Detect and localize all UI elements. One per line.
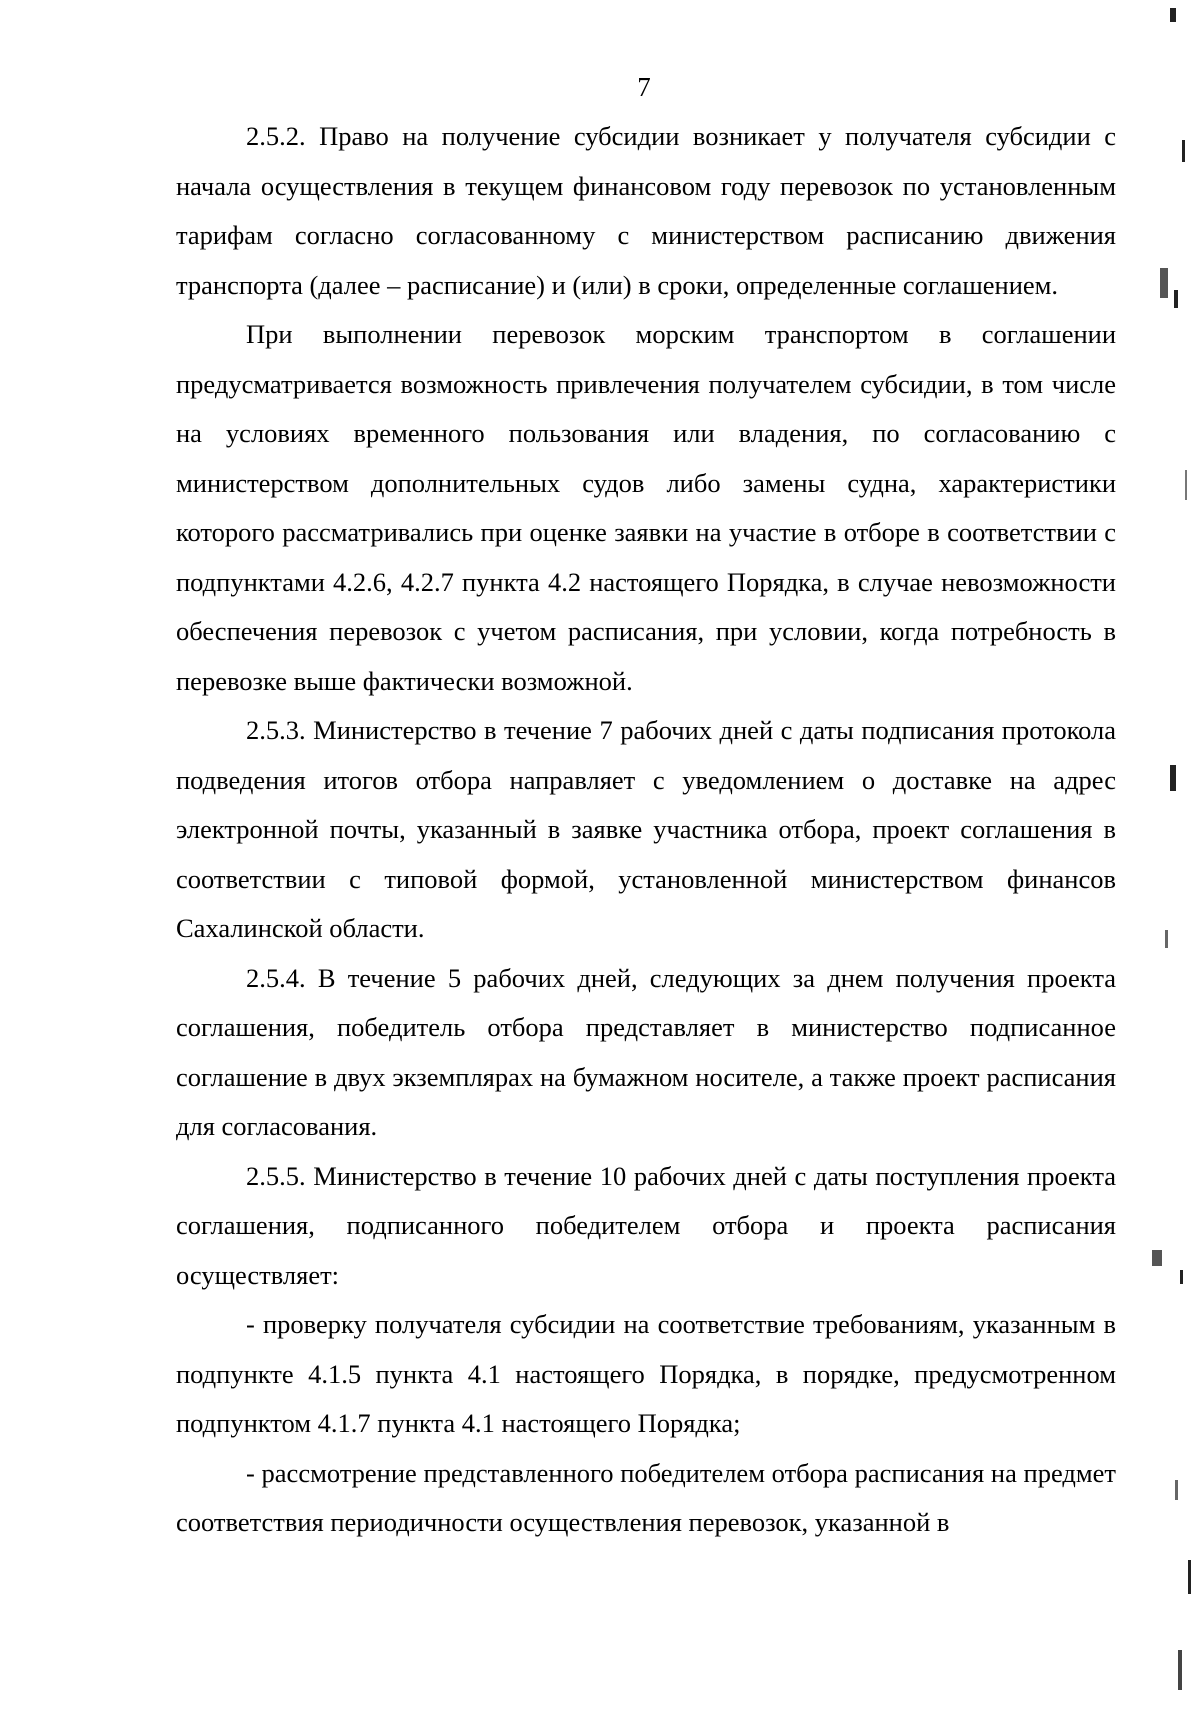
paragraph-2-5-5: 2.5.5. Министерство в течение 10 рабочих дней с даты поступления проекта соглашения, подписанного победителем отбора и проекта расписания осуществляет: [176,1160,1116,1290]
page-number: 7 [637,72,651,102]
paragraph-2-5-3: 2.5.3. Министерство в течение 7 рабочих дней с даты подписания протокола подведения итогов отбора направляет с уведомлением о доставке на адрес электронной почты, указанный в заявке участника отбора, проект соглашения в соответствии с типовой формой, установленной министерством финансов Сахалинской области. [176,715,1116,943]
list-item-schedule-review: - рассмотрение представленного победителем отбора расписания на предмет соответствия периодичности осуществления перевозок, указанной в [176,1457,1116,1537]
document-body [176,112,1116,1548]
paragraph-2-5-4: 2.5.4. В течение 5 рабочих дней, следующих за днем получения проекта соглашения, победитель отбора представляет в министерство подписанное соглашение в двух экземплярах на бумажном носителе, а также проект расписания для согласования. [176,962,1116,1141]
paragraph-2-5-2: 2.5.2. Право на получение субсидии возникает у получателя субсидии с начала осуществления в текущем финансовом году перевозок по установленным тарифам согласно согласованному с министерством расписанию движения транспорта (далее – расписание) и (или) в сроки, определенные соглашением. [176,121,1116,300]
scan-artifacts [1130,0,1200,1715]
list-item-verification: - проверку получателя субсидии на соответствие требованиям, указанным в подпункте 4.1.5 пункта 4.1 настоящего Порядка, в порядке, предусмотренном подпунктом 4.1.7 пункта 4.1 настоящего Порядка; [176,1309,1116,1438]
paragraph-sea-transport: При выполнении перевозок морским транспортом в соглашении предусматривается возможность привлечения получателем субсидии, в том числе на условиях временного пользования или владения, по согласованию с министерством дополнительных судов либо замены судна, характеристики которого рассматривались при оценке заявки на участие в отборе в соответствии с подпунктами 4.2.6, 4.2.7 пункта 4.2 настоящего Порядка, в случае невозможности обеспечения перевозок с учетом расписания, при условии, когда потребность в перевозке выше фактически возможной. [176,319,1116,696]
